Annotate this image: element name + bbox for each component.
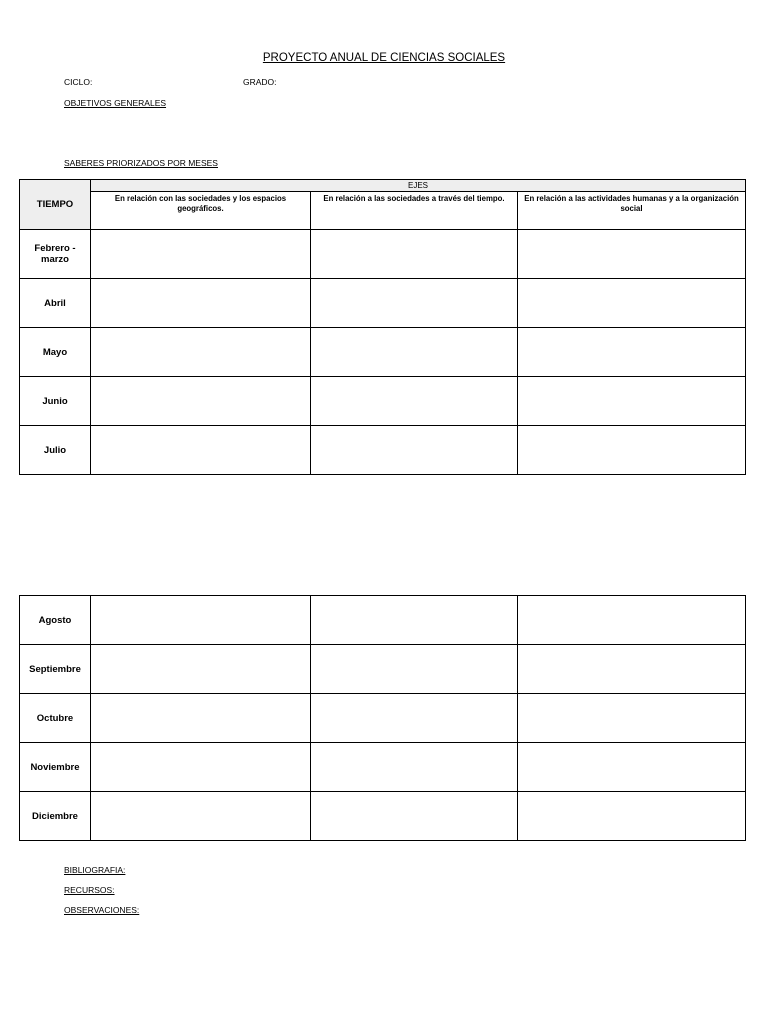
tiempo-header: TIEMPO [20,180,91,230]
month-label: Junio [20,377,91,426]
table-cell[interactable] [311,694,518,743]
month-label: Agosto [20,596,91,645]
saberes-table-second [19,595,746,841]
recursos-label: RECURSOS: [64,885,115,895]
table-cell[interactable] [91,279,311,328]
table-cell[interactable] [91,792,311,841]
table-cell[interactable] [91,377,311,426]
table-cell[interactable] [91,596,311,645]
table-cell[interactable] [518,694,746,743]
table-cell[interactable] [518,792,746,841]
month-label: Julio [20,426,91,475]
document-title: PROYECTO ANUAL DE CIENCIAS SOCIALES [262,52,506,64]
table-cell[interactable] [91,694,311,743]
saberes-table-first [19,179,746,475]
month-label: Abril [20,279,91,328]
table-cell[interactable] [311,328,518,377]
table-cell[interactable] [91,328,311,377]
table-row [20,694,746,743]
month-label: Diciembre [20,792,91,841]
table-cell[interactable] [311,645,518,694]
table-row [20,328,746,377]
table-row [20,230,746,279]
table-cell[interactable] [311,230,518,279]
bibliografia-label: BIBLIOGRAFIA: [64,865,126,875]
table-cell[interactable] [91,743,311,792]
table-row [20,377,746,426]
table-cell[interactable] [518,377,746,426]
month-label: Octubre [20,694,91,743]
month-label: Mayo [20,328,91,377]
table-cell[interactable] [311,743,518,792]
month-label: Septiembre [20,645,91,694]
month-label: Noviembre [20,743,91,792]
saberes-priorizados-heading: SABERES PRIORIZADOS POR MESES [64,158,218,168]
axis-header-espacios: En relación con las sociedades y los espacios geográficos. [91,192,311,230]
table-row [20,426,746,475]
ciclo-label: CICLO: [64,77,93,87]
table-row [20,792,746,841]
axis-header-tiempo: En relación a las sociedades a través del tiempo. [311,192,518,230]
table-cell[interactable] [518,279,746,328]
table-cell[interactable] [91,645,311,694]
table-row [20,596,746,645]
table-cell[interactable] [518,596,746,645]
month-label: Febrero - marzo [20,230,91,279]
table-cell[interactable] [518,645,746,694]
observaciones-label: OBSERVACIONES: [64,905,140,915]
objetivos-generales-heading: OBJETIVOS GENERALES [64,98,167,108]
table-cell[interactable] [91,426,311,475]
table-row [20,743,746,792]
grado-label: GRADO: [243,77,277,87]
table-cell[interactable] [91,230,311,279]
table-row [20,279,746,328]
ejes-header: EJES [91,180,746,192]
table-cell[interactable] [311,792,518,841]
table-row [20,645,746,694]
table-cell[interactable] [311,596,518,645]
table-cell[interactable] [518,426,746,475]
axis-header-actividades: En relación a las actividades humanas y a la organización social [518,192,746,230]
table-cell[interactable] [518,743,746,792]
table-cell[interactable] [311,377,518,426]
table-cell[interactable] [311,279,518,328]
table-cell[interactable] [518,328,746,377]
table-cell[interactable] [311,426,518,475]
table-cell[interactable] [518,230,746,279]
